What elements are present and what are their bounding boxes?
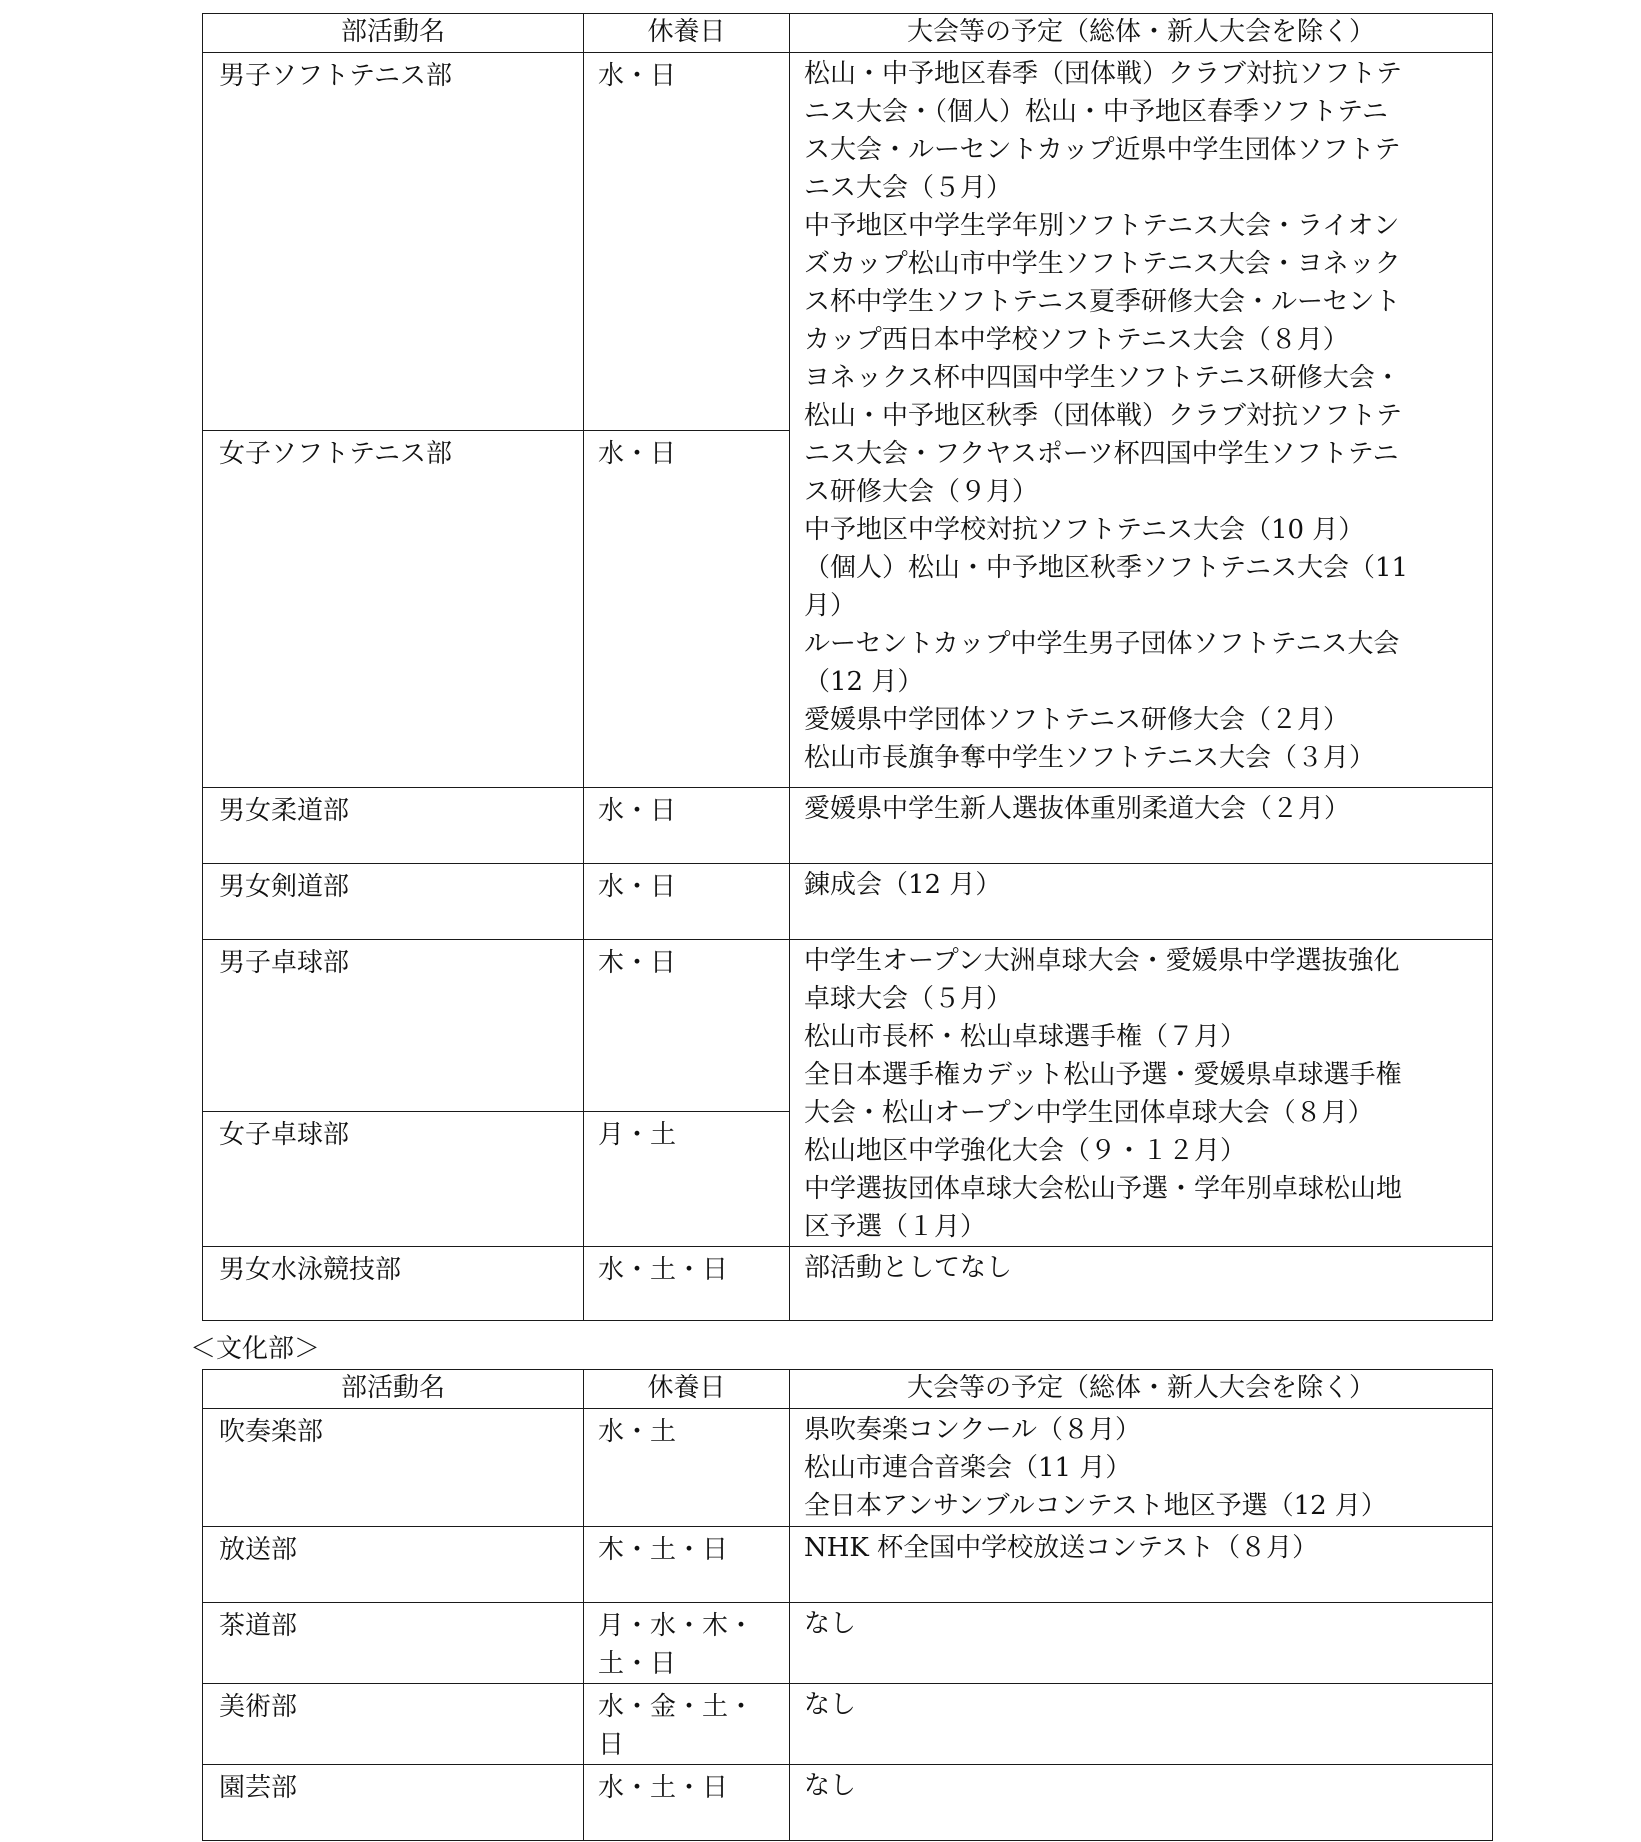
club-name: 園芸部 bbox=[203, 1765, 584, 1841]
schedule-line: 愛媛県中学生新人選抜体重別柔道大会（２月） bbox=[804, 794, 1351, 824]
schedule-line: ス大会・ルーセントカップ近県中学生団体ソフトテ bbox=[804, 135, 1401, 165]
schedule-line: （個人）松山・中予地区秋季ソフトテニス大会（11 bbox=[804, 553, 1409, 583]
schedule-line: ルーセントカップ中学生男子団体ソフトテニス大会 bbox=[804, 629, 1400, 659]
club-name: 男子ソフトテニス部 bbox=[203, 53, 584, 431]
table-row bbox=[203, 1409, 1493, 1527]
rest-days: 木・日 bbox=[584, 940, 790, 1112]
table-row bbox=[203, 1527, 1493, 1603]
schedule-line: ヨネックス杯中四国中学生ソフトテニス研修大会・ bbox=[804, 363, 1401, 393]
schedule-cell-tabletennis bbox=[790, 940, 1493, 1247]
schedule-line: 全日本選手権カデット松山予選・愛媛県卓球選手権 bbox=[804, 1060, 1402, 1090]
club-name: 男子卓球部 bbox=[203, 940, 584, 1112]
schedule-cell bbox=[790, 864, 1493, 940]
club-name: 女子卓球部 bbox=[203, 1112, 584, 1247]
table-row bbox=[203, 940, 1493, 1112]
schedule-line: なし bbox=[804, 1771, 857, 1801]
club-name: 茶道部 bbox=[203, 1603, 584, 1684]
schedule-cell-tennis bbox=[790, 53, 1493, 788]
schedule-line: 部活動としてなし bbox=[804, 1253, 1013, 1283]
schedule-line: 大会・松山オープン中学生団体卓球大会（８月） bbox=[804, 1098, 1374, 1128]
table-header-row bbox=[203, 14, 1493, 53]
schedule-line: 中学生オープン大洲卓球大会・愛媛県中学選抜強化 bbox=[804, 946, 1400, 976]
schedule-line: 区予選（１月） bbox=[804, 1212, 987, 1242]
schedule-line: 松山・中予地区秋季（団体戦）クラブ対抗ソフトテ bbox=[804, 401, 1403, 431]
schedule-line: ニス大会・フクヤスポーツ杯四国中学生ソフトテニ bbox=[804, 439, 1399, 469]
culture-section-title: ＜文化部＞ bbox=[190, 1334, 321, 1364]
header-rest-days: 休養日 bbox=[584, 14, 790, 53]
table-row bbox=[203, 788, 1493, 864]
club-name: 美術部 bbox=[203, 1684, 584, 1765]
schedule-cell bbox=[790, 1409, 1493, 1527]
schedule-cell bbox=[790, 788, 1493, 864]
schedule-line: なし bbox=[804, 1609, 857, 1639]
schedule-line: ニス大会（５月） bbox=[804, 173, 1013, 203]
schedule-line: ス研修大会（９月） bbox=[804, 477, 1039, 507]
rest-days: 木・土・日 bbox=[584, 1527, 790, 1603]
header-club-name: 部活動名 bbox=[203, 14, 584, 53]
club-name: 男女水泳競技部 bbox=[203, 1247, 584, 1321]
table-row bbox=[203, 1247, 1493, 1321]
club-name: 吹奏楽部 bbox=[203, 1409, 584, 1527]
table-header-row bbox=[203, 1370, 1493, 1409]
schedule-line: なし bbox=[804, 1690, 857, 1720]
header-schedule: 大会等の予定（総体・新人大会を除く） bbox=[790, 1370, 1493, 1409]
schedule-line: 中予地区中学生学年別ソフトテニス大会・ライオン bbox=[804, 211, 1400, 241]
schedule-cell bbox=[790, 1527, 1493, 1603]
schedule-line: 卓球大会（５月） bbox=[804, 984, 1013, 1014]
schedule-line: ニス大会・（個人）松山・中予地区春季ソフトテニ bbox=[804, 97, 1388, 127]
schedule-line: 松山地区中学強化大会（９・１２月） bbox=[804, 1136, 1247, 1166]
sports-club-table bbox=[202, 13, 1493, 1321]
schedule-line: 松山市連合音楽会（11 月） bbox=[804, 1453, 1132, 1483]
schedule-cell bbox=[790, 1684, 1493, 1765]
culture-club-table bbox=[202, 1369, 1493, 1841]
rest-days: 水・土・日 bbox=[584, 1247, 790, 1321]
schedule-line: NHK 杯全国中学校放送コンテスト（８月） bbox=[804, 1533, 1319, 1563]
club-name: 男女柔道部 bbox=[203, 788, 584, 864]
schedule-line: 錬成会（12 月） bbox=[804, 870, 1002, 900]
schedule-cell bbox=[790, 1603, 1493, 1684]
table-row bbox=[203, 864, 1493, 940]
club-name: 女子ソフトテニス部 bbox=[203, 431, 584, 788]
schedule-cell bbox=[790, 1247, 1493, 1321]
rest-days: 月・土 bbox=[584, 1112, 790, 1247]
club-name: 放送部 bbox=[203, 1527, 584, 1603]
club-name: 男女剣道部 bbox=[203, 864, 584, 940]
rest-days: 月・水・木・土・日 bbox=[584, 1603, 790, 1684]
schedule-line: 月） bbox=[804, 591, 857, 621]
rest-days: 水・土・日 bbox=[584, 1765, 790, 1841]
schedule-line: ズカップ松山市中学生ソフトテニス大会・ヨネック bbox=[804, 249, 1401, 279]
schedule-line: 県吹奏楽コンクール（８月） bbox=[804, 1415, 1141, 1445]
rest-days: 水・土 bbox=[584, 1409, 790, 1527]
header-schedule: 大会等の予定（総体・新人大会を除く） bbox=[790, 14, 1493, 53]
schedule-line: 中予地区中学校対抗ソフトテニス大会（10 月） bbox=[804, 515, 1365, 545]
schedule-line: 松山・中予地区春季（団体戦）クラブ対抗ソフトテ bbox=[804, 59, 1403, 89]
header-rest-days: 休養日 bbox=[584, 1370, 790, 1409]
schedule-line: 中学選抜団体卓球大会松山予選・学年別卓球松山地 bbox=[804, 1174, 1403, 1204]
rest-days: 水・日 bbox=[584, 788, 790, 864]
schedule-line: 松山市長杯・松山卓球選手権（７月） bbox=[804, 1022, 1247, 1052]
rest-days: 水・日 bbox=[584, 53, 790, 431]
schedule-line: ス杯中学生ソフトテニス夏季研修大会・ルーセント bbox=[804, 287, 1401, 317]
schedule-line: 愛媛県中学団体ソフトテニス研修大会（２月） bbox=[804, 705, 1349, 735]
table-row bbox=[203, 1603, 1493, 1684]
schedule-cell bbox=[790, 1765, 1493, 1841]
table-row bbox=[203, 1684, 1493, 1765]
table-row bbox=[203, 1765, 1493, 1841]
rest-days: 水・日 bbox=[584, 864, 790, 940]
header-club-name: 部活動名 bbox=[203, 1370, 584, 1409]
rest-days: 水・日 bbox=[584, 431, 790, 788]
rest-days: 水・金・土・日 bbox=[584, 1684, 790, 1765]
schedule-line: カップ西日本中学校ソフトテニス大会（８月） bbox=[804, 325, 1349, 355]
schedule-line: 全日本アンサンブルコンテスト地区予選（12 月） bbox=[804, 1491, 1387, 1521]
schedule-line: 松山市長旗争奪中学生ソフトテニス大会（３月） bbox=[804, 743, 1375, 773]
table-row bbox=[203, 53, 1493, 431]
schedule-line: （12 月） bbox=[804, 667, 924, 697]
